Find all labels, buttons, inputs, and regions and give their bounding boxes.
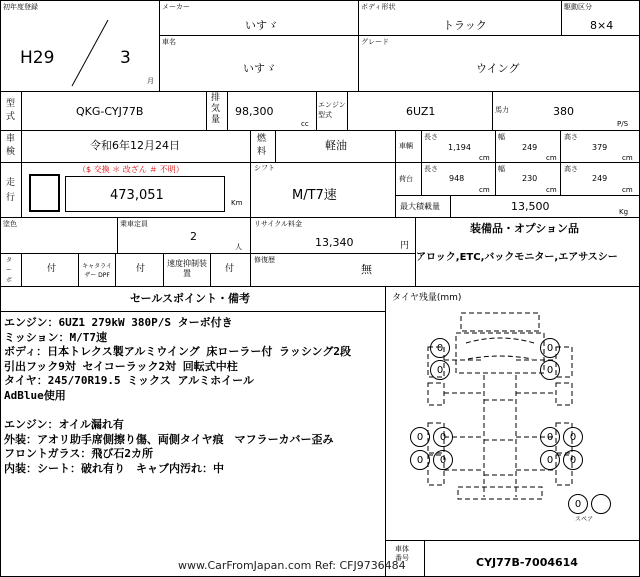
recycle-value: 13,340 <box>315 236 354 249</box>
sales-line: タイヤ：245/70R19.5 ミックス アルミホイール <box>4 374 254 388</box>
cargo-wid-value: 230 <box>522 174 538 183</box>
equipment-value: アロック,ETC,バックモニター,エアサスシー <box>416 252 618 263</box>
vehicle-dims-label: 車輌 <box>399 142 413 150</box>
sales-line: エンジン：オイル漏れ有 <box>4 418 124 432</box>
mileage-label: 走行 <box>6 178 16 203</box>
sales-line: エンジン：6UZ1 279kW 380P/S ターボ付き <box>4 316 233 329</box>
grade-label: グレード <box>361 38 389 46</box>
speed-lim-label: 速度抑制装置 <box>167 259 207 278</box>
vehicle-wid-label: 幅 <box>498 133 505 141</box>
power-label: 馬力 <box>495 106 509 114</box>
cargo-hei-value: 249 <box>592 174 608 183</box>
disp-value: 98,300 <box>235 105 274 118</box>
name-value: いすゞ <box>243 62 276 75</box>
chassis-value: CYJ77B-7004614 <box>476 556 578 569</box>
mileage-unit: Km <box>231 199 243 207</box>
power-value: 380 <box>553 105 574 118</box>
body-label: ボディ形状 <box>361 3 396 11</box>
tire-front-right-2: 0 <box>540 360 560 380</box>
fuel-value: 軽油 <box>325 139 347 152</box>
tire-spare-2 <box>591 494 611 514</box>
vehicle-wid-unit: cm <box>546 154 557 162</box>
mileage-value: 473,051 <box>110 188 164 203</box>
vehicle-len-value: 1,194 <box>448 143 471 152</box>
sales-line <box>4 402 384 417</box>
mileage-note: （$ 交換 ＊ 改ざん ＃ 不明） <box>78 165 184 174</box>
engine-label: エンジン型式 <box>318 101 346 119</box>
tire-rear-right-inner-2: 0 <box>540 450 560 470</box>
vehicle-wid-value: 249 <box>522 143 538 152</box>
registration-month: 3 <box>120 48 131 68</box>
sales-line: ボディ：日本トレクス製アルミウイング 床ローラー付 ラッシング2段 <box>4 345 351 359</box>
sales-line: 引出フック9対 セイコーラック2対 回転式中柱 <box>4 359 238 373</box>
inspection-label: 車検 <box>6 134 16 157</box>
tire-spare-1: 0 <box>568 494 588 514</box>
disp-label: 排気量 <box>211 93 221 125</box>
registration-label: 初年度登録 <box>3 3 38 11</box>
tire-rear-right-outer-2: 0 <box>563 450 583 470</box>
paint-cell <box>0 217 118 254</box>
sales-line: ミッション：M/T7速 <box>4 330 108 344</box>
sales-points-list <box>4 314 384 475</box>
grade-value: ウイング <box>476 62 520 75</box>
cargo-dims-label: 荷台 <box>399 175 413 183</box>
catalyst-label: キャタライザー DPF <box>82 263 112 279</box>
repair-value: 無 <box>361 263 372 276</box>
tire-front-right-1: 0 <box>540 338 560 358</box>
name-label: 車名 <box>162 38 176 46</box>
cargo-wid-label: 幅 <box>498 165 505 173</box>
capacity-unit: 人 <box>235 243 242 251</box>
tire-diagram-title: タイヤ残量(mm) <box>392 293 462 303</box>
vehicle-len-unit: cm <box>479 154 490 162</box>
spare-label: スペア <box>575 516 594 523</box>
shift-value: M/T7速 <box>292 188 337 203</box>
fuel-label: 燃料 <box>257 134 267 157</box>
tire-rear-right-outer-1: 0 <box>563 427 583 447</box>
tire-rear-left-inner-1: 0 <box>433 427 453 447</box>
chassis-label: 車体番号 <box>395 545 409 562</box>
shift-label: シフト <box>254 164 275 172</box>
power-unit: P/S <box>617 120 629 128</box>
drive-value: 8×4 <box>590 19 614 32</box>
max-load-unit: Kg <box>619 208 629 216</box>
cargo-hei-label: 高さ <box>564 165 578 173</box>
footer-watermark: www.CarFromJapan.com Ref: CFJ9736484 <box>178 559 406 572</box>
paint-label: 塗色 <box>3 220 17 228</box>
vehicle-hei-unit: cm <box>622 154 633 162</box>
sales-line: フロントガラス：飛び石2カ所 <box>4 447 153 461</box>
model-value: QKG-CYJ77B <box>76 105 144 118</box>
catalyst-value: 付 <box>136 264 146 274</box>
tire-rear-left-inner-2: 0 <box>433 450 453 470</box>
body-value: トラック <box>443 19 487 32</box>
speed-lim-value: 付 <box>225 264 235 274</box>
inspection-value: 令和6年12月24日 <box>90 139 180 152</box>
repair-label: 修復歴 <box>254 256 275 264</box>
recycle-label: リサイクル料金 <box>254 220 303 228</box>
tire-rear-left-outer-1: 0 <box>410 427 430 447</box>
sales-line: AdBlue使用 <box>4 388 66 402</box>
max-load-value: 13,500 <box>511 200 550 213</box>
max-load-label: 最大積載量 <box>400 202 440 211</box>
mileage-stamp-box <box>29 174 60 212</box>
cargo-wid-unit: cm <box>546 186 557 194</box>
disp-unit: cc <box>301 120 309 128</box>
turbo-value: 付 <box>47 264 57 274</box>
tire-rear-right-inner-1: 0 <box>540 427 560 447</box>
cargo-len-label: 長さ <box>424 165 438 173</box>
registration-slash <box>70 18 110 88</box>
engine-value: 6UZ1 <box>406 105 436 118</box>
tire-rear-left-outer-2: 0 <box>410 450 430 470</box>
tire-front-left-2: 0 <box>430 360 450 380</box>
vehicle-hei-label: 高さ <box>564 133 578 141</box>
registration-month-unit: 月 <box>147 77 154 85</box>
cargo-len-value: 948 <box>449 174 465 183</box>
tire-front-left-1: 0 <box>430 338 450 358</box>
drive-label: 駆動区分 <box>564 3 592 11</box>
vehicle-hei-value: 379 <box>592 143 608 152</box>
cargo-hei-unit: cm <box>622 186 633 194</box>
equipment-cell <box>415 217 640 287</box>
equipment-title: 装備品・オプション品 <box>470 222 580 235</box>
capacity-label: 乗車定員 <box>120 220 148 228</box>
recycle-unit: 円 <box>400 241 410 251</box>
sales-points-title: セールスポイント・備考 <box>130 292 251 305</box>
vehicle-len-label: 長さ <box>424 133 438 141</box>
maker-value: いすゞ <box>245 19 278 32</box>
cargo-len-unit: cm <box>479 186 490 194</box>
turbo-label: ターボ <box>6 257 13 284</box>
model-label: 型式 <box>6 99 16 122</box>
sales-line: 内装：シート：破れ有り キャブ内汚れ：中 <box>4 461 224 475</box>
capacity-value: 2 <box>190 230 197 243</box>
maker-label: メーカー <box>162 3 190 11</box>
sales-line: 外装：アオリ助手席側擦り傷、両側タイヤ痕 マフラーカバー歪み <box>4 432 334 446</box>
registration-era: H29 <box>20 48 55 68</box>
